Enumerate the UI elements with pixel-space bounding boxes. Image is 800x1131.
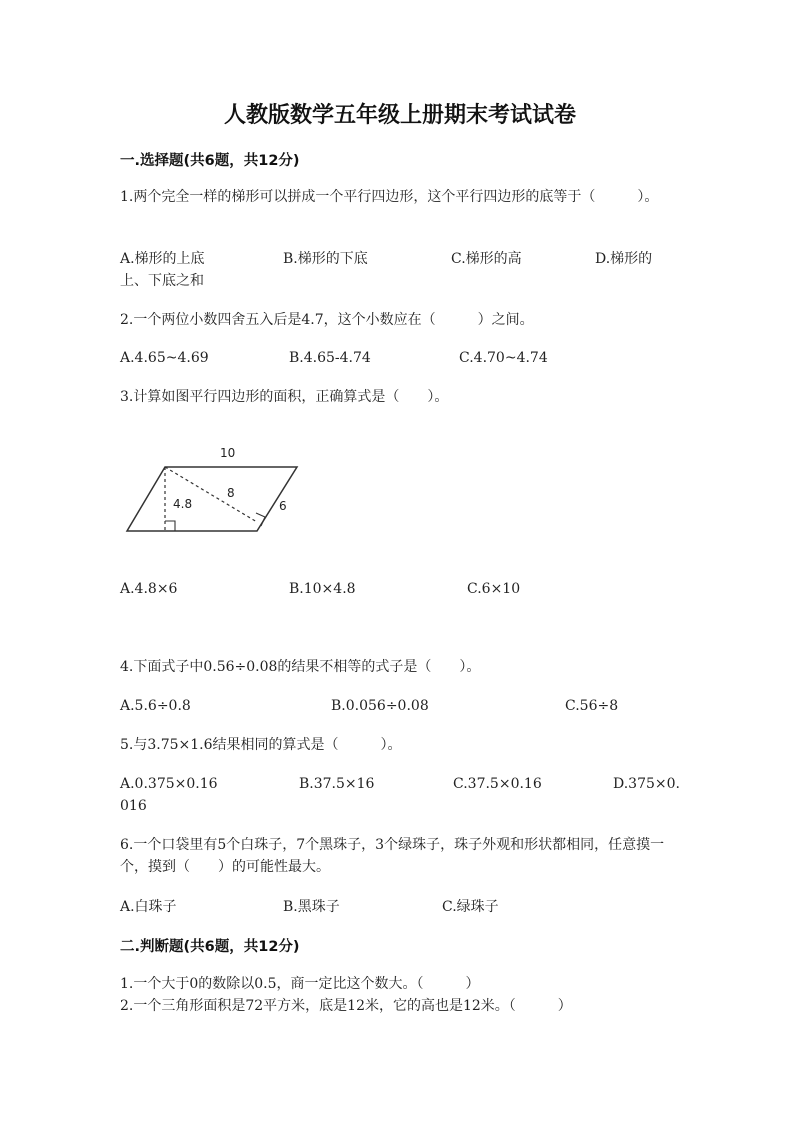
q1-option-a[interactable]: A.梯形的上底	[120, 251, 205, 267]
q5-option-b[interactable]: B.37.5×16	[299, 776, 375, 792]
label-top-side: 10	[220, 446, 236, 460]
q3-option-a[interactable]: A.4.8×6	[120, 581, 178, 597]
right-angle-mark-bottom	[165, 521, 175, 531]
q4-option-c[interactable]: C.56÷8	[565, 698, 619, 714]
q1-option-c[interactable]: C.梯形的高	[451, 251, 522, 267]
q1-option-d[interactable]: D.梯形的	[595, 251, 653, 267]
question-2-stem: 2.一个两位小数四舍五入后是4.7，这个小数应在（ ）之间。	[120, 312, 534, 328]
label-height: 4.8	[173, 497, 193, 511]
q1-option-d-wrap: 上、下底之和	[120, 273, 204, 289]
q5-option-c[interactable]: C.37.5×0.16	[453, 776, 542, 792]
q2-option-b[interactable]: B.4.65-4.74	[289, 350, 371, 366]
section-heading-choice: 一.选择题(共6题，共12分)	[120, 153, 300, 169]
question-5-stem: 5.与3.75×1.6结果相同的算式是（ ）。	[120, 737, 402, 753]
parallelogram-shape	[127, 467, 297, 531]
q5-option-a[interactable]: A.0.375×0.16	[120, 776, 218, 792]
q5-option-d-wrap: 016	[120, 798, 147, 814]
tf-item-1: 1.一个大于0的数除以0.5，商一定比这个数大。（ ）	[120, 976, 480, 992]
question-4-stem: 4.下面式子中0.56÷0.08的结果不相等的式子是（ ）。	[120, 659, 481, 675]
q3-option-b[interactable]: B.10×4.8	[289, 581, 356, 597]
q4-option-a[interactable]: A.5.6÷0.8	[120, 698, 191, 714]
q2-option-a[interactable]: A.4.65~4.69	[120, 350, 209, 366]
question-3-stem: 3.计算如图平行四边形的面积，正确算式是（ ）。	[120, 389, 449, 405]
parallelogram-figure	[120, 436, 320, 540]
q4-option-b[interactable]: B.0.056÷0.08	[331, 698, 429, 714]
diagonal-height-line	[165, 467, 257, 522]
question-1-stem: 1.两个完全一样的梯形可以拼成一个平行四边形，这个平行四边形的底等于（ ）。	[120, 189, 659, 205]
page-title: 人教版数学五年级上册期末考试试卷	[223, 103, 576, 128]
q6-option-b[interactable]: B.黑珠子	[283, 899, 340, 915]
q6-option-c[interactable]: C.绿珠子	[442, 899, 499, 915]
label-side: 6	[279, 499, 287, 513]
question-6-stem: 6.一个口袋里有5个白珠子，7个黑珠子，3个绿珠子，珠子外观和形状都相同，任意摸一个，摸到（ ）的可能性最大。	[120, 837, 665, 875]
label-diagonal: 8	[227, 486, 235, 500]
q1-option-b[interactable]: B.梯形的下底	[283, 251, 368, 267]
q6-option-a[interactable]: A.白珠子	[120, 899, 177, 915]
section-heading-true-false: 二.判断题(共6题，共12分)	[120, 939, 300, 955]
tf-item-2: 2.一个三角形面积是72平方米，底是12米，它的高也是12米。（ ）	[120, 998, 572, 1014]
q3-option-c[interactable]: C.6×10	[467, 581, 521, 597]
q5-option-d[interactable]: D.375×0.	[613, 776, 680, 792]
q2-option-c[interactable]: C.4.70~4.74	[459, 350, 548, 366]
